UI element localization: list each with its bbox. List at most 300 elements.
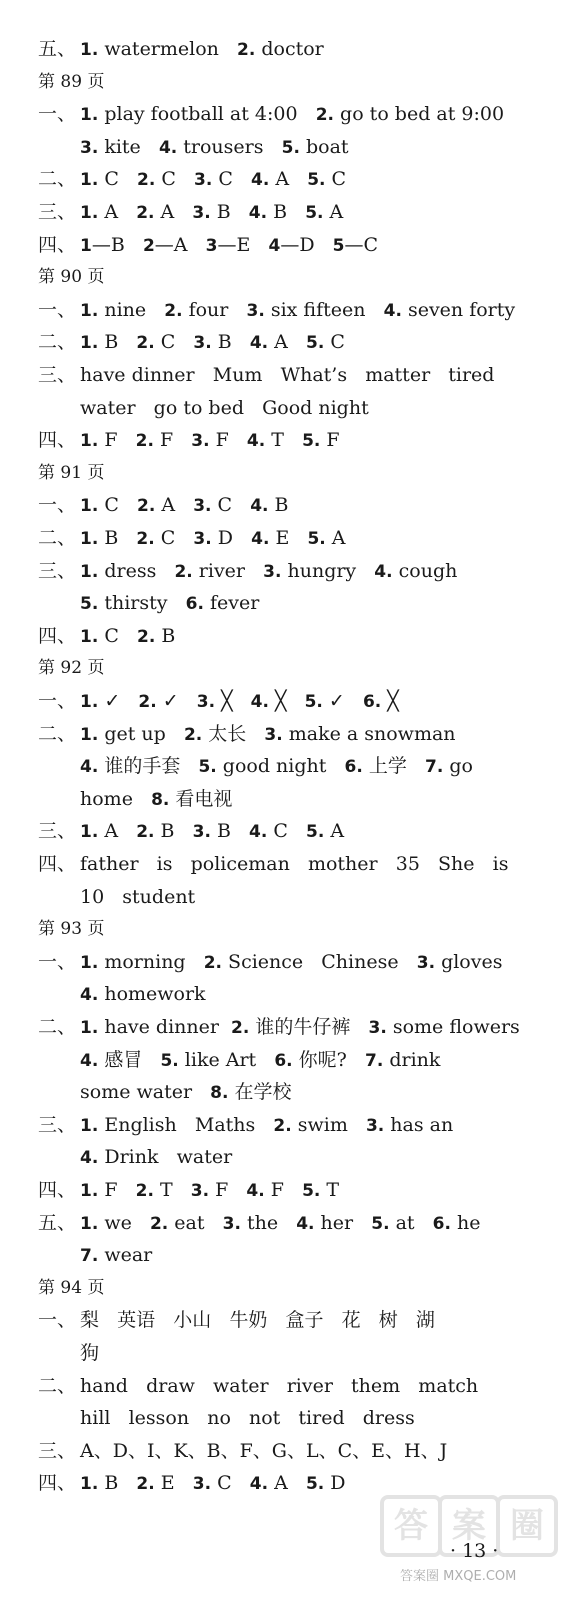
answer-content [80,1342,99,1364]
answer-content [80,330,345,355]
answer-content [80,1113,453,1138]
item-answer: kite [98,136,159,158]
answer-content [80,1439,447,1463]
section-number: 一、 [38,690,77,712]
item-number: 3. [192,822,211,842]
section-number: 五、 [38,38,77,60]
answer-content [80,428,340,453]
item-number: 2. [136,529,155,549]
item-answer: C [212,168,251,190]
item-answer: A [269,168,308,190]
item-answer: C [98,494,137,516]
item-number: 4. [250,496,269,516]
item-number: 1. [80,301,99,321]
item-number: 2. [138,692,157,712]
item-number: 2. [231,1018,250,1038]
item-number: 5. [306,333,325,353]
item-answer: ✓ [322,690,363,712]
item-number: 2. [273,1116,292,1136]
page-number: · 13 · [450,1540,499,1562]
item-number: 3. [196,692,216,712]
section-number: 二、 [38,1016,77,1038]
answer-content [80,526,346,551]
page-heading: 第 91 页 [38,463,105,483]
item-number: 3. [191,431,210,451]
item-number: 2. [149,1214,169,1234]
item-number: 1. [80,40,99,60]
answer-content [80,200,343,225]
section-number: 四、 [38,234,77,256]
item-number: 2. [137,627,156,647]
item-number: 8. [210,1083,229,1103]
item-answer: 梨 英语 小山 牛奶 盒子 花 树 湖 [80,1309,435,1331]
item-number: 1. [80,170,99,190]
answer-continuation [80,1406,415,1430]
item-answer: swim [291,1114,366,1136]
item-number: 3. [193,333,212,353]
item-number: 6. [432,1214,451,1234]
item-number: 1. [80,529,99,549]
section-number: 一、 [38,1309,77,1331]
item-number: 4. [80,1051,99,1071]
item-answer: —E [217,234,269,256]
item-number: 3. [193,496,212,516]
section-number: 二、 [38,1375,77,1397]
item-number: 5. [307,170,326,190]
item-answer: six fifteen [264,299,384,321]
item-answer: eat [168,1212,223,1234]
item-answer: —D [280,234,333,256]
item-answer: T [153,1179,191,1201]
item-answer: like Art [178,1049,275,1071]
answer-content [80,397,369,419]
item-answer: 在学校 [228,1081,292,1103]
item-number: 3. [194,170,213,190]
item-number: 5. [305,203,324,223]
item-answer: ╳ [215,690,251,712]
section-number: 三、 [38,201,77,223]
item-number: 3. [365,1116,385,1136]
item-number: 3. [190,1181,210,1201]
item-answer: hill lesson no not tired dress [80,1407,415,1429]
item-answer: Science Chinese [222,951,417,973]
answer-content [80,1471,346,1496]
answer-content [80,1015,520,1040]
item-answer: E [154,1472,193,1494]
section-number: 三、 [38,1440,77,1462]
item-number: 2. [136,1474,155,1494]
section-number: 四、 [38,853,77,875]
item-number: 3. [368,1018,387,1038]
item-number: 5. [198,757,217,777]
item-number: 5. [371,1214,390,1234]
item-number: 4. [246,1181,265,1201]
item-answer: at [389,1212,433,1234]
item-number: 3. [80,138,99,158]
item-answer: D [324,1472,346,1494]
item-answer: B [210,820,250,842]
item-answer: B [268,494,289,516]
answer-content [80,755,473,777]
item-answer: 10 student [80,886,196,908]
item-answer: hungry [281,560,375,582]
answer-continuation [80,754,473,779]
item-answer: boat [299,136,349,158]
item-answer: have dinner [98,1016,232,1038]
answer-content [80,102,504,127]
answer-continuation [80,135,349,160]
item-answer: B [154,820,193,842]
answer-content [80,1407,415,1429]
answer-content [80,1374,478,1398]
item-number: 5. [304,692,323,712]
item-answer: morning [98,951,204,973]
item-number: 4. [249,1474,269,1494]
answer-content [80,298,515,323]
answer-content [80,233,378,258]
item-number: 3 [205,236,218,256]
item-number: 4. [248,203,268,223]
item-answer: A [325,527,346,549]
item-answer: F [98,429,136,451]
item-number: 2. [183,725,203,745]
answer-content [80,950,502,975]
item-answer: —A [154,234,206,256]
item-answer: T [265,429,303,451]
item-number: 8. [151,790,170,810]
item-answer: A、D、I、K、B、F、G、L、C、E、H、J [80,1440,448,1462]
item-answer: C [211,494,251,516]
answer-content [80,886,195,908]
item-number: 1. [80,1018,99,1038]
item-number: 7. [364,1051,384,1071]
page-heading: 第 92 页 [38,658,105,678]
answer-continuation [80,396,369,420]
section-number: 三、 [38,1114,77,1136]
item-number: 3. [264,725,283,745]
item-answer: —B [91,234,143,256]
item-number: 4. [374,562,393,582]
item-answer: 太长 [202,723,265,745]
item-number: 2. [137,170,156,190]
section-number: 一、 [38,103,77,125]
item-number: 6. [274,1051,293,1071]
item-answer: F [264,1179,303,1201]
answer-continuation [80,787,232,812]
item-answer: A [98,820,137,842]
item-answer: trousers [177,136,282,158]
page-heading: 第 90 页 [38,267,105,287]
answer-continuation [80,885,195,909]
page-heading: 第 89 页 [38,72,105,92]
item-answer: A [268,331,307,353]
answer-continuation [80,591,259,616]
answer-content [80,1081,292,1103]
section-number: 三、 [38,820,77,842]
item-number: 4. [80,1148,99,1168]
answer-continuation [80,982,206,1007]
item-number: 1. [80,953,99,973]
item-answer: have dinner Mum What’s matter tired [80,364,495,386]
item-number: 2. [135,1181,154,1201]
item-number: 1. [80,496,99,516]
item-number: 5 [332,236,345,256]
section-number: 三、 [38,560,77,582]
item-number: 2. [174,562,193,582]
item-answer: B [98,1472,137,1494]
item-number: 6. [362,692,382,712]
item-number: 3. [246,301,265,321]
item-number: 4. [383,301,402,321]
section-number: 四、 [38,1179,77,1201]
item-answer: A [324,820,345,842]
section-number: 五、 [38,1212,77,1234]
item-number: 7. [80,1246,99,1266]
item-answer: ✓ [156,690,197,712]
item-answer: watermelon [98,38,238,60]
answer-content [80,1178,339,1203]
item-answer: A [323,201,344,223]
item-number: 1 [80,236,92,256]
item-answer: 你呢? [292,1049,365,1071]
item-number: 4. [80,985,99,1005]
section-number: 一、 [38,951,77,973]
item-answer: good night [216,755,345,777]
item-answer: has an [384,1114,454,1136]
item-answer: B [155,625,176,647]
item-number: 4 [268,236,281,256]
item-answer: he [450,1212,481,1234]
section-number: 四、 [38,1472,77,1494]
watermark-char: 答 [380,1495,442,1557]
item-answer: 谁的手套 [98,755,199,777]
item-number: 2. [203,953,223,973]
item-number: 1. [80,431,99,451]
item-number: 3. [222,1214,241,1234]
item-answer: B [267,201,306,223]
item-number: 1. [80,333,99,353]
section-number: 四、 [38,625,77,647]
item-answer: C [267,820,307,842]
item-answer: thirsty [98,592,186,614]
answer-content [80,624,175,649]
item-number: 1. [80,203,99,223]
item-number: 4. [251,170,270,190]
item-answer: some water [80,1081,211,1103]
item-answer: nine [98,299,165,321]
item-number: 2. [136,333,155,353]
answer-continuation [80,1048,440,1073]
item-answer: hand draw water river them match [80,1375,479,1397]
item-answer: ✓ [98,690,139,712]
watermark-caption: 答案圈 MXQE.COM [400,1569,517,1584]
item-answer: we [98,1212,150,1234]
item-answer: ╳ [381,690,399,712]
item-answer: B [98,527,137,549]
item-answer: her [314,1212,372,1234]
item-number: 1. [80,822,99,842]
item-answer: F [209,1179,247,1201]
item-number: 3. [193,529,212,549]
page-heading: 第 94 页 [38,1278,105,1298]
item-answer: T [320,1179,340,1201]
item-answer: C [154,331,194,353]
answer-content [80,592,259,614]
answer-continuation [80,1243,152,1268]
item-number: 2. [137,496,156,516]
item-number: 4. [251,529,270,549]
item-answer: water go to bed Good night [80,397,369,419]
item-number: 4. [250,692,269,712]
answer-content [80,559,457,584]
item-answer: C [98,625,137,647]
item-number: 2. [136,203,155,223]
item-answer: 狗 [80,1342,100,1364]
item-answer: Drink water [98,1146,233,1168]
item-answer: A [154,201,193,223]
item-answer: —C [344,234,379,256]
answer-content [80,167,346,192]
item-answer: A [98,201,137,223]
answer-content [80,493,289,518]
item-answer: doctor [255,38,324,60]
item-answer: 上学 [362,755,425,777]
item-answer: the [240,1212,297,1234]
item-answer: wear [98,1244,153,1266]
item-number: 2. [164,301,183,321]
item-answer: F [209,429,247,451]
item-answer: B [98,331,137,353]
item-number: 4. [296,1214,315,1234]
item-number: 1. [80,562,99,582]
item-answer: ╳ [268,690,305,712]
item-answer: A [155,494,194,516]
item-answer: drink [383,1049,441,1071]
item-number: 4. [249,822,268,842]
answer-content [80,1211,481,1236]
item-answer: C [325,168,347,190]
item-number: 2. [237,40,256,60]
item-answer: F [153,429,192,451]
section-number: 二、 [38,527,77,549]
item-number: 5. [302,431,321,451]
watermark-char: 圈 [496,1495,558,1557]
item-number: 3. [192,203,211,223]
item-number: 1. [80,1116,99,1136]
item-number: 1. [80,725,99,745]
section-number: 二、 [38,723,77,745]
item-number: 1. [80,1474,99,1494]
item-answer: B [211,331,250,353]
item-answer: 看电视 [169,788,233,810]
item-answer: dress [98,560,175,582]
answer-continuation [80,1341,99,1365]
item-answer: get up [98,723,184,745]
section-number: 二、 [38,168,77,190]
item-number: 4. [80,757,99,777]
section-number: 二、 [38,331,77,353]
item-answer: C [211,1472,250,1494]
item-answer: gloves [435,951,503,973]
answer-content [80,689,399,714]
answer-content [80,136,349,158]
item-number: 5. [307,529,326,549]
item-number: 5. [160,1051,179,1071]
item-answer: C [155,168,194,190]
item-number: 5. [80,594,99,614]
item-answer: fever [203,592,260,614]
item-answer: F [98,1179,136,1201]
answer-content [80,1244,152,1266]
item-number: 1. [80,1181,99,1201]
item-answer: play football at 4:00 [98,103,316,125]
item-number: 7. [424,757,444,777]
section-number: 一、 [38,299,77,321]
item-answer: cough [392,560,458,582]
item-answer: C [154,527,194,549]
item-answer: C [324,331,345,353]
answer-content [80,1049,440,1071]
item-number: 2. [135,431,154,451]
answer-content [80,852,508,876]
answer-continuation [80,1080,292,1105]
item-number: 1. [80,627,99,647]
item-number: 1. [80,105,99,125]
item-number: 2. [315,105,334,125]
item-number: 5. [305,1474,325,1494]
answer-content [80,1146,232,1168]
answer-content [80,1308,435,1332]
item-answer: E [269,527,308,549]
item-answer: A [268,1472,306,1494]
item-answer: seven forty [401,299,516,321]
watermark-char: 案 [438,1495,500,1557]
item-number: 4. [246,431,266,451]
item-number: 6. [344,757,363,777]
section-number: 一、 [38,494,77,516]
item-number: 5. [306,822,325,842]
item-number: 6. [185,594,204,614]
section-number: 三、 [38,364,77,386]
item-answer: 谁的牛仔裤 [249,1016,369,1038]
item-answer: C [98,168,137,190]
item-number: 2 [142,236,155,256]
answer-content [80,37,324,62]
section-number: 四、 [38,429,77,451]
item-number: 1. [80,1214,99,1234]
page-heading: 第 93 页 [38,919,105,939]
item-answer: make a snowman [282,723,456,745]
item-number: 2. [136,822,155,842]
item-answer: D [211,527,252,549]
item-number: 4. [158,138,178,158]
item-answer: 感冒 [98,1049,161,1071]
item-answer: river [192,560,264,582]
item-answer: home [80,788,152,810]
item-answer: B [210,201,249,223]
item-answer: F [320,429,340,451]
answer-content [80,788,232,810]
item-number: 3. [263,562,282,582]
answer-content [80,722,456,747]
item-answer: go to bed at 9:00 [334,103,505,125]
item-answer: four [182,299,247,321]
answer-continuation [80,1145,232,1170]
item-number: 5. [302,1181,321,1201]
answer-content [80,363,494,387]
item-number: 3. [192,1474,212,1494]
item-number: 5. [281,138,300,158]
